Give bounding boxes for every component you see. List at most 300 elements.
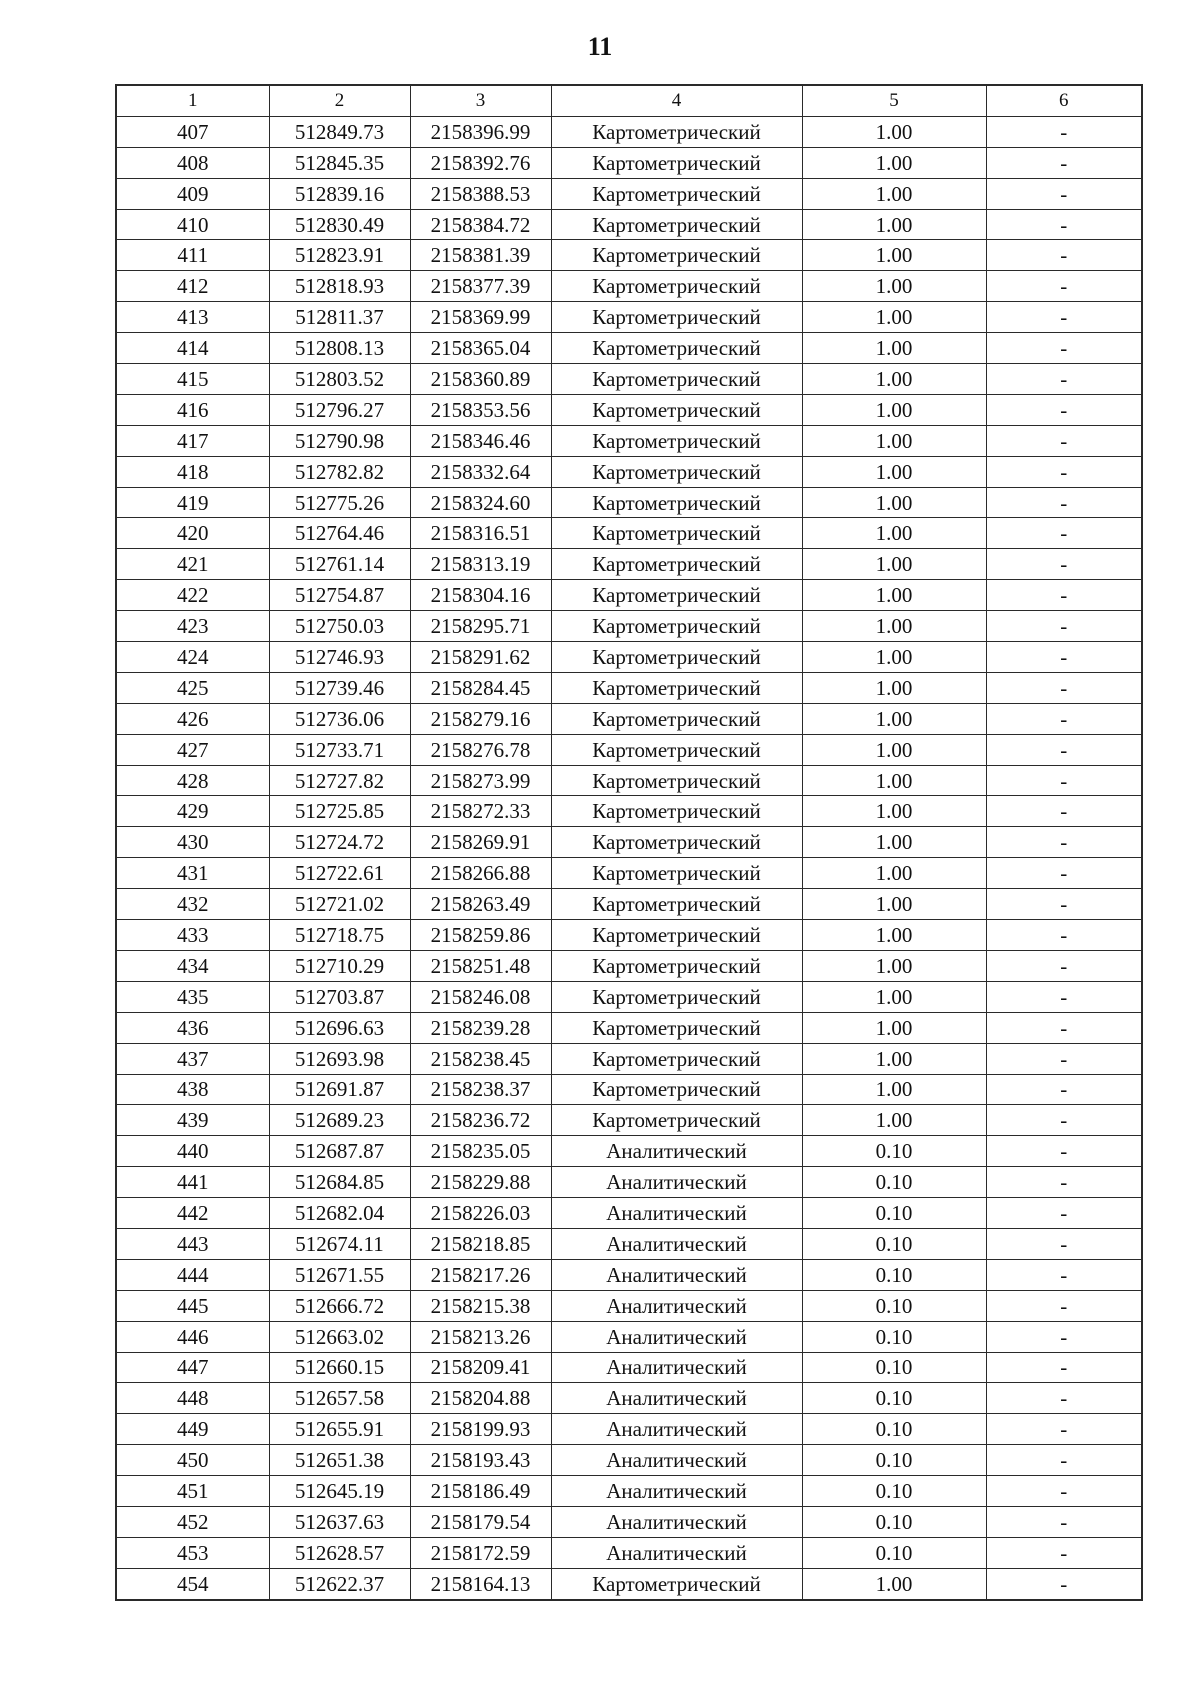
note-cell: - [986,1537,1142,1568]
x-coordinate-cell: 512687.87 [269,1136,410,1167]
x-coordinate-cell: 512682.04 [269,1198,410,1229]
y-coordinate-cell: 2158259.86 [410,920,551,951]
accuracy-cell: 1.00 [802,827,986,858]
note-cell: - [986,333,1142,364]
method-cell: Аналитический [551,1259,802,1290]
table-row [116,920,1142,951]
method-cell: Картометрический [551,703,802,734]
accuracy-cell: 0.10 [802,1198,986,1229]
table-row [116,240,1142,271]
accuracy-cell: 1.00 [802,734,986,765]
y-coordinate-cell: 2158266.88 [410,858,551,889]
y-coordinate-cell: 2158377.39 [410,271,551,302]
x-coordinate-cell: 512754.87 [269,580,410,611]
note-cell: - [986,1568,1142,1599]
table-row [116,1228,1142,1259]
table-row [116,178,1142,209]
y-coordinate-cell: 2158381.39 [410,240,551,271]
note-cell: - [986,1228,1142,1259]
note-cell: - [986,611,1142,642]
point-number-cell: 429 [116,796,269,827]
y-coordinate-cell: 2158172.59 [410,1537,551,1568]
point-number-cell: 447 [116,1352,269,1383]
table-row [116,981,1142,1012]
point-number-cell: 408 [116,147,269,178]
point-number-cell: 454 [116,1568,269,1599]
note-cell: - [986,1136,1142,1167]
note-cell: - [986,240,1142,271]
point-number-cell: 422 [116,580,269,611]
table-row [116,1321,1142,1352]
x-coordinate-cell: 512750.03 [269,611,410,642]
y-coordinate-cell: 2158313.19 [410,549,551,580]
table-row [116,765,1142,796]
accuracy-cell: 1.00 [802,1568,986,1599]
table-row [116,1105,1142,1136]
method-cell: Аналитический [551,1198,802,1229]
point-number-cell: 426 [116,703,269,734]
point-number-cell: 421 [116,549,269,580]
point-number-cell: 407 [116,116,269,147]
x-coordinate-cell: 512689.23 [269,1105,410,1136]
note-cell: - [986,1445,1142,1476]
accuracy-cell: 1.00 [802,209,986,240]
accuracy-cell: 0.10 [802,1290,986,1321]
note-cell: - [986,981,1142,1012]
y-coordinate-cell: 2158392.76 [410,147,551,178]
note-cell: - [986,456,1142,487]
method-cell: Аналитический [551,1414,802,1445]
method-cell: Картометрический [551,889,802,920]
method-cell: Картометрический [551,580,802,611]
table-row [116,209,1142,240]
note-cell: - [986,271,1142,302]
table-row [116,364,1142,395]
accuracy-cell: 1.00 [802,580,986,611]
point-number-cell: 438 [116,1074,269,1105]
method-cell: Картометрический [551,796,802,827]
table-row [116,1290,1142,1321]
point-number-cell: 420 [116,518,269,549]
table-row [116,487,1142,518]
point-number-cell: 430 [116,827,269,858]
point-number-cell: 419 [116,487,269,518]
point-number-cell: 432 [116,889,269,920]
y-coordinate-cell: 2158236.72 [410,1105,551,1136]
point-number-cell: 439 [116,1105,269,1136]
method-cell: Картометрический [551,456,802,487]
point-number-cell: 425 [116,672,269,703]
x-coordinate-cell: 512718.75 [269,920,410,951]
point-number-cell: 416 [116,394,269,425]
point-number-cell: 417 [116,425,269,456]
column-header-6: 6 [986,85,1142,116]
table-row [116,271,1142,302]
x-coordinate-cell: 512725.85 [269,796,410,827]
note-cell: - [986,734,1142,765]
note-cell: - [986,580,1142,611]
y-coordinate-cell: 2158269.91 [410,827,551,858]
x-coordinate-cell: 512775.26 [269,487,410,518]
accuracy-cell: 0.10 [802,1537,986,1568]
note-cell: - [986,1383,1142,1414]
table-row [116,1476,1142,1507]
accuracy-cell: 0.10 [802,1136,986,1167]
table-row [116,1414,1142,1445]
note-cell: - [986,1506,1142,1537]
note-cell: - [986,703,1142,734]
method-cell: Картометрический [551,1105,802,1136]
column-header-3: 3 [410,85,551,116]
table-row [116,302,1142,333]
accuracy-cell: 1.00 [802,271,986,302]
note-cell: - [986,178,1142,209]
accuracy-cell: 1.00 [802,796,986,827]
column-header-1: 1 [116,85,269,116]
y-coordinate-cell: 2158239.28 [410,1012,551,1043]
accuracy-cell: 1.00 [802,950,986,981]
table-row [116,580,1142,611]
y-coordinate-cell: 2158218.85 [410,1228,551,1259]
point-number-cell: 427 [116,734,269,765]
accuracy-cell: 1.00 [802,178,986,209]
point-number-cell: 436 [116,1012,269,1043]
table-row [116,1352,1142,1383]
method-cell: Картометрический [551,611,802,642]
y-coordinate-cell: 2158215.38 [410,1290,551,1321]
note-cell: - [986,549,1142,580]
point-number-cell: 446 [116,1321,269,1352]
table-row [116,549,1142,580]
column-header-2: 2 [269,85,410,116]
y-coordinate-cell: 2158229.88 [410,1167,551,1198]
accuracy-cell: 1.00 [802,302,986,333]
table-row [116,1568,1142,1599]
method-cell: Аналитический [551,1506,802,1537]
x-coordinate-cell: 512628.57 [269,1537,410,1568]
x-coordinate-cell: 512823.91 [269,240,410,271]
x-coordinate-cell: 512691.87 [269,1074,410,1105]
point-number-cell: 452 [116,1506,269,1537]
note-cell: - [986,394,1142,425]
method-cell: Аналитический [551,1321,802,1352]
note-cell: - [986,1012,1142,1043]
point-number-cell: 418 [116,456,269,487]
method-cell: Картометрический [551,302,802,333]
accuracy-cell: 0.10 [802,1414,986,1445]
x-coordinate-cell: 512696.63 [269,1012,410,1043]
table-row [116,734,1142,765]
note-cell: - [986,1043,1142,1074]
method-cell: Аналитический [551,1290,802,1321]
point-number-cell: 428 [116,765,269,796]
y-coordinate-cell: 2158238.45 [410,1043,551,1074]
table-row [116,116,1142,147]
accuracy-cell: 0.10 [802,1383,986,1414]
method-cell: Картометрический [551,549,802,580]
accuracy-cell: 1.00 [802,518,986,549]
accuracy-cell: 0.10 [802,1321,986,1352]
y-coordinate-cell: 2158295.71 [410,611,551,642]
header-row [116,85,1142,116]
x-coordinate-cell: 512622.37 [269,1568,410,1599]
y-coordinate-cell: 2158284.45 [410,672,551,703]
x-coordinate-cell: 512796.27 [269,394,410,425]
y-coordinate-cell: 2158279.16 [410,703,551,734]
note-cell: - [986,364,1142,395]
y-coordinate-cell: 2158273.99 [410,765,551,796]
accuracy-cell: 1.00 [802,549,986,580]
y-coordinate-cell: 2158384.72 [410,209,551,240]
point-number-cell: 445 [116,1290,269,1321]
method-cell: Картометрический [551,178,802,209]
y-coordinate-cell: 2158263.49 [410,889,551,920]
point-number-cell: 435 [116,981,269,1012]
accuracy-cell: 1.00 [802,240,986,271]
method-cell: Аналитический [551,1445,802,1476]
coordinates-table [115,84,1143,1601]
point-number-cell: 414 [116,333,269,364]
y-coordinate-cell: 2158238.37 [410,1074,551,1105]
accuracy-cell: 1.00 [802,642,986,673]
method-cell: Картометрический [551,1074,802,1105]
accuracy-cell: 0.10 [802,1445,986,1476]
table-row [116,425,1142,456]
y-coordinate-cell: 2158276.78 [410,734,551,765]
point-number-cell: 431 [116,858,269,889]
y-coordinate-cell: 2158272.33 [410,796,551,827]
point-number-cell: 450 [116,1445,269,1476]
x-coordinate-cell: 512651.38 [269,1445,410,1476]
accuracy-cell: 0.10 [802,1352,986,1383]
point-number-cell: 412 [116,271,269,302]
note-cell: - [986,116,1142,147]
point-number-cell: 413 [116,302,269,333]
accuracy-cell: 1.00 [802,765,986,796]
method-cell: Картометрический [551,147,802,178]
note-cell: - [986,889,1142,920]
y-coordinate-cell: 2158199.93 [410,1414,551,1445]
table-row [116,796,1142,827]
note-cell: - [986,1414,1142,1445]
x-coordinate-cell: 512710.29 [269,950,410,981]
accuracy-cell: 1.00 [802,333,986,364]
x-coordinate-cell: 512663.02 [269,1321,410,1352]
y-coordinate-cell: 2158164.13 [410,1568,551,1599]
point-number-cell: 437 [116,1043,269,1074]
table-row [116,394,1142,425]
x-coordinate-cell: 512727.82 [269,765,410,796]
note-cell: - [986,672,1142,703]
method-cell: Аналитический [551,1537,802,1568]
accuracy-cell: 1.00 [802,1012,986,1043]
y-coordinate-cell: 2158365.04 [410,333,551,364]
method-cell: Картометрический [551,672,802,703]
method-cell: Картометрический [551,518,802,549]
method-cell: Картометрический [551,116,802,147]
x-coordinate-cell: 512722.61 [269,858,410,889]
note-cell: - [986,1476,1142,1507]
method-cell: Аналитический [551,1136,802,1167]
x-coordinate-cell: 512721.02 [269,889,410,920]
table-row [116,1198,1142,1229]
y-coordinate-cell: 2158235.05 [410,1136,551,1167]
accuracy-cell: 1.00 [802,425,986,456]
y-coordinate-cell: 2158346.46 [410,425,551,456]
x-coordinate-cell: 512674.11 [269,1228,410,1259]
note-cell: - [986,950,1142,981]
note-cell: - [986,1167,1142,1198]
note-cell: - [986,209,1142,240]
table-row [116,147,1142,178]
x-coordinate-cell: 512761.14 [269,549,410,580]
y-coordinate-cell: 2158186.49 [410,1476,551,1507]
y-coordinate-cell: 2158291.62 [410,642,551,673]
point-number-cell: 434 [116,950,269,981]
y-coordinate-cell: 2158179.54 [410,1506,551,1537]
note-cell: - [986,425,1142,456]
x-coordinate-cell: 512818.93 [269,271,410,302]
y-coordinate-cell: 2158213.26 [410,1321,551,1352]
method-cell: Аналитический [551,1167,802,1198]
y-coordinate-cell: 2158226.03 [410,1198,551,1229]
accuracy-cell: 1.00 [802,456,986,487]
accuracy-cell: 1.00 [802,1105,986,1136]
note-cell: - [986,518,1142,549]
accuracy-cell: 0.10 [802,1259,986,1290]
point-number-cell: 444 [116,1259,269,1290]
accuracy-cell: 1.00 [802,889,986,920]
x-coordinate-cell: 512764.46 [269,518,410,549]
point-number-cell: 440 [116,1136,269,1167]
note-cell: - [986,858,1142,889]
x-coordinate-cell: 512830.49 [269,209,410,240]
method-cell: Картометрический [551,209,802,240]
x-coordinate-cell: 512666.72 [269,1290,410,1321]
method-cell: Картометрический [551,271,802,302]
page-number: 11 [587,32,613,61]
method-cell: Картометрический [551,765,802,796]
x-coordinate-cell: 512849.73 [269,116,410,147]
note-cell: - [986,765,1142,796]
y-coordinate-cell: 2158369.99 [410,302,551,333]
method-cell: Картометрический [551,734,802,765]
accuracy-cell: 1.00 [802,981,986,1012]
x-coordinate-cell: 512693.98 [269,1043,410,1074]
x-coordinate-cell: 512746.93 [269,642,410,673]
y-coordinate-cell: 2158251.48 [410,950,551,981]
note-cell: - [986,1321,1142,1352]
method-cell: Картометрический [551,858,802,889]
point-number-cell: 441 [116,1167,269,1198]
x-coordinate-cell: 512684.85 [269,1167,410,1198]
method-cell: Аналитический [551,1476,802,1507]
y-coordinate-cell: 2158304.16 [410,580,551,611]
point-number-cell: 433 [116,920,269,951]
y-coordinate-cell: 2158388.53 [410,178,551,209]
table-body [116,116,1142,1599]
table-row [116,1074,1142,1105]
method-cell: Картометрический [551,487,802,518]
y-coordinate-cell: 2158360.89 [410,364,551,395]
accuracy-cell: 1.00 [802,116,986,147]
x-coordinate-cell: 512845.35 [269,147,410,178]
table-row [116,1167,1142,1198]
table-row [116,889,1142,920]
table-row [116,827,1142,858]
note-cell: - [986,1290,1142,1321]
accuracy-cell: 0.10 [802,1167,986,1198]
table-row [116,642,1142,673]
method-cell: Картометрический [551,394,802,425]
method-cell: Картометрический [551,827,802,858]
method-cell: Картометрический [551,1568,802,1599]
y-coordinate-cell: 2158316.51 [410,518,551,549]
accuracy-cell: 1.00 [802,1043,986,1074]
method-cell: Картометрический [551,333,802,364]
y-coordinate-cell: 2158353.56 [410,394,551,425]
table-row [116,1506,1142,1537]
x-coordinate-cell: 512724.72 [269,827,410,858]
column-header-5: 5 [802,85,986,116]
note-cell: - [986,1259,1142,1290]
point-number-cell: 443 [116,1228,269,1259]
method-cell: Аналитический [551,1352,802,1383]
point-number-cell: 448 [116,1383,269,1414]
table-row [116,1259,1142,1290]
note-cell: - [986,827,1142,858]
column-header-4: 4 [551,85,802,116]
x-coordinate-cell: 512671.55 [269,1259,410,1290]
y-coordinate-cell: 2158209.41 [410,1352,551,1383]
table-row [116,950,1142,981]
accuracy-cell: 1.00 [802,147,986,178]
table-row [116,1537,1142,1568]
accuracy-cell: 1.00 [802,703,986,734]
table-row [116,518,1142,549]
accuracy-cell: 1.00 [802,394,986,425]
x-coordinate-cell: 512803.52 [269,364,410,395]
point-number-cell: 409 [116,178,269,209]
point-number-cell: 453 [116,1537,269,1568]
table-row [116,1445,1142,1476]
note-cell: - [986,1198,1142,1229]
point-number-cell: 442 [116,1198,269,1229]
note-cell: - [986,1074,1142,1105]
y-coordinate-cell: 2158204.88 [410,1383,551,1414]
table-row [116,1383,1142,1414]
point-number-cell: 411 [116,240,269,271]
x-coordinate-cell: 512808.13 [269,333,410,364]
y-coordinate-cell: 2158396.99 [410,116,551,147]
x-coordinate-cell: 512811.37 [269,302,410,333]
method-cell: Аналитический [551,1228,802,1259]
y-coordinate-cell: 2158246.08 [410,981,551,1012]
y-coordinate-cell: 2158324.60 [410,487,551,518]
x-coordinate-cell: 512736.06 [269,703,410,734]
accuracy-cell: 1.00 [802,672,986,703]
accuracy-cell: 0.10 [802,1506,986,1537]
table-row [116,456,1142,487]
method-cell: Картометрический [551,920,802,951]
point-number-cell: 410 [116,209,269,240]
table-row [116,1043,1142,1074]
y-coordinate-cell: 2158332.64 [410,456,551,487]
y-coordinate-cell: 2158217.26 [410,1259,551,1290]
point-number-cell: 449 [116,1414,269,1445]
table-row [116,672,1142,703]
note-cell: - [986,1105,1142,1136]
